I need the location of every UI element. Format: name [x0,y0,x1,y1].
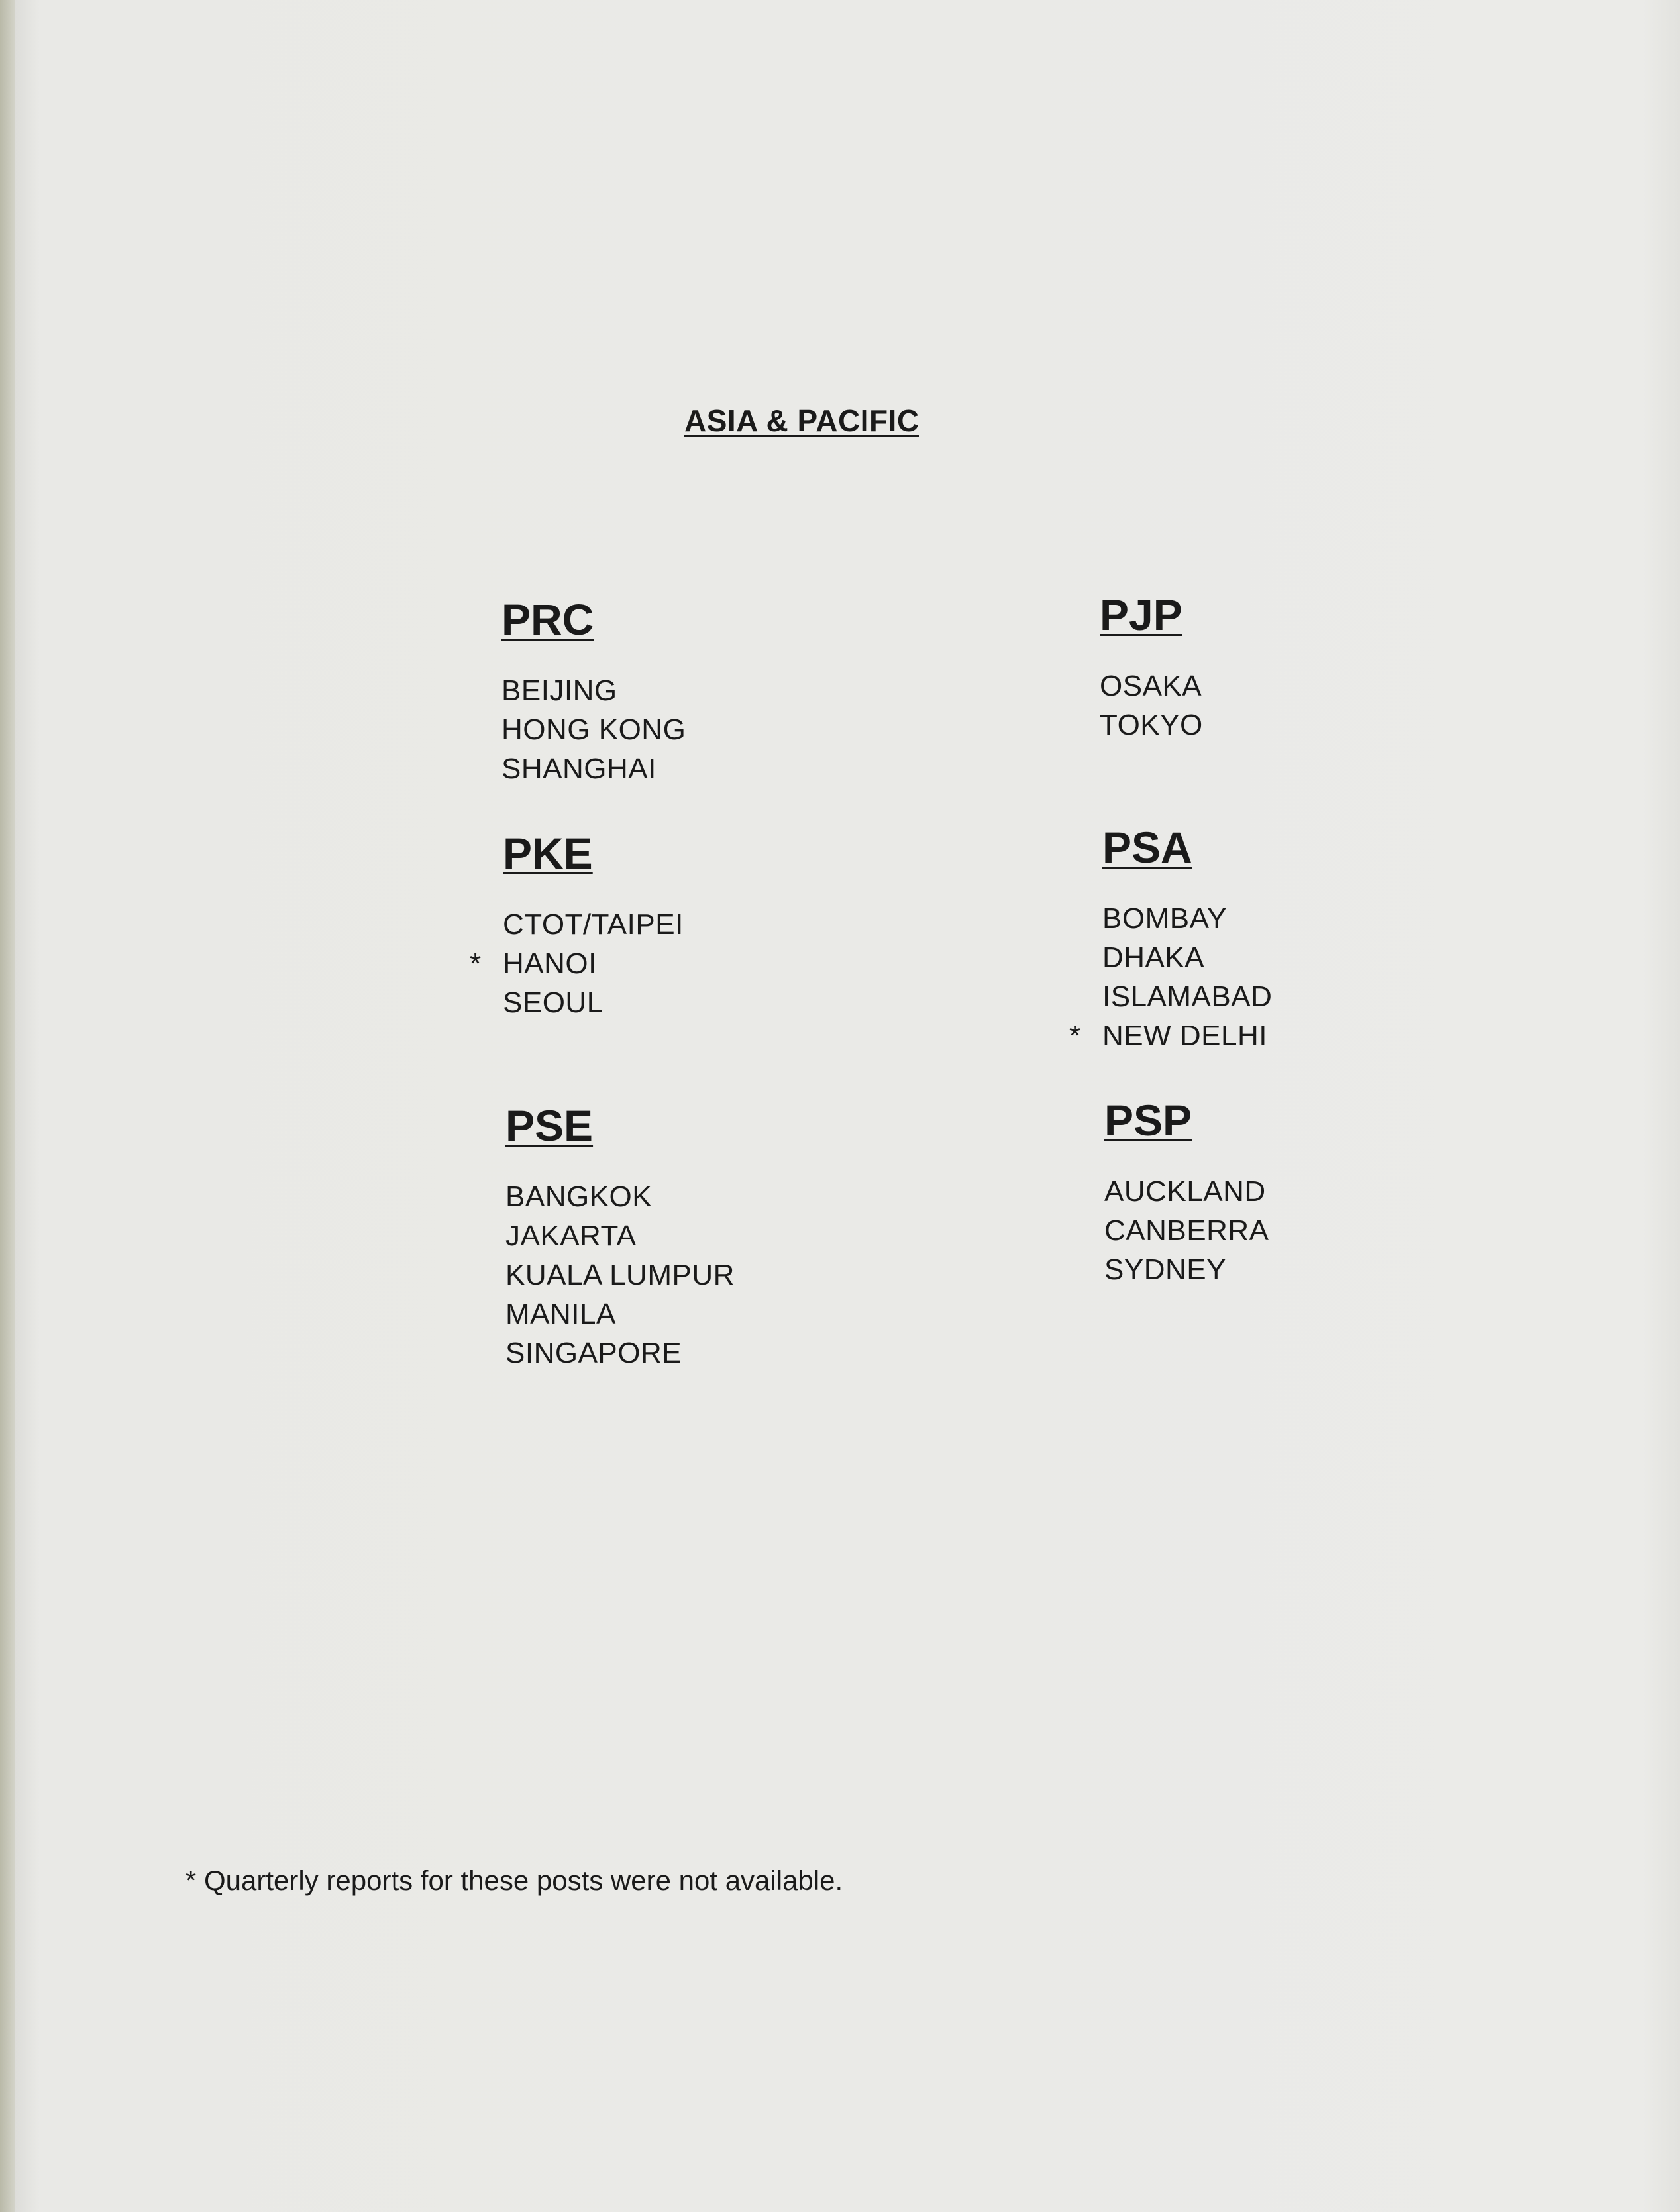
post-name: MANILA [505,1298,616,1330]
post-item [501,671,686,710]
region-group-prc [501,595,686,788]
post-name: SINGAPORE [505,1337,682,1369]
post-item [505,1255,735,1294]
post-name: NEW DELHI [1102,1020,1267,1052]
post-list [501,671,686,788]
group-heading: PSP [1104,1096,1192,1145]
post-name: SYDNEY [1104,1253,1226,1286]
group-heading: PJP [1100,590,1182,639]
post-name: SHANGHAI [501,753,656,785]
page-title: ASIA & PACIFIC [684,403,919,438]
post-item [505,1177,735,1216]
post-item [1100,666,1203,706]
post-item [501,749,686,788]
post-list [1104,1172,1269,1289]
post-name: ISLAMABAD [1102,980,1273,1013]
post-name: BANGKOK [505,1181,653,1213]
post-item [1102,977,1272,1016]
region-group-pjp [1100,590,1203,745]
post-name: SEOUL [503,986,604,1019]
post-name: AUCKLAND [1104,1175,1266,1208]
post-name: HANOI [503,947,597,980]
post-name: KUALA LUMPUR [505,1259,735,1291]
footnote: * Quarterly reports for these posts were not available. [185,1865,843,1896]
post-item [503,905,684,944]
post-name: BEIJING [501,674,617,707]
post-list [1100,666,1203,745]
post-list [1069,899,1273,1055]
post-item [1102,899,1272,938]
region-group-psa [1069,823,1273,1055]
post-item [501,710,686,749]
post-list [505,1177,735,1373]
post-item [505,1334,735,1373]
post-name: JAKARTA [505,1220,637,1252]
post-name: DHAKA [1102,941,1205,974]
post-item [505,1216,735,1255]
post-item [470,944,684,983]
region-group-pse [505,1101,735,1373]
post-item [1104,1211,1269,1250]
post-item [1102,938,1272,977]
group-heading: PSE [505,1101,594,1150]
group-heading: PRC [501,595,594,644]
post-name: BOMBAY [1102,902,1228,935]
unavailable-marker: * [470,947,482,980]
post-name: TOKYO [1100,709,1203,741]
group-heading: PSA [1102,823,1192,872]
post-item [503,983,684,1022]
post-item [1069,1016,1272,1055]
post-name: CTOT/TAIPEI [503,908,684,941]
region-group-pke [470,829,684,1022]
group-heading: PKE [503,829,593,878]
page-edge-shadow [0,0,15,2212]
region-group-psp [1104,1096,1269,1289]
post-name: CANBERRA [1104,1214,1269,1247]
post-name: HONG KONG [501,713,686,746]
post-item [1104,1172,1269,1211]
post-list [470,905,684,1022]
post-item [1100,706,1203,745]
post-item [1104,1250,1269,1289]
post-name: OSAKA [1100,670,1202,702]
unavailable-marker: * [1069,1020,1081,1052]
post-item [505,1294,735,1334]
